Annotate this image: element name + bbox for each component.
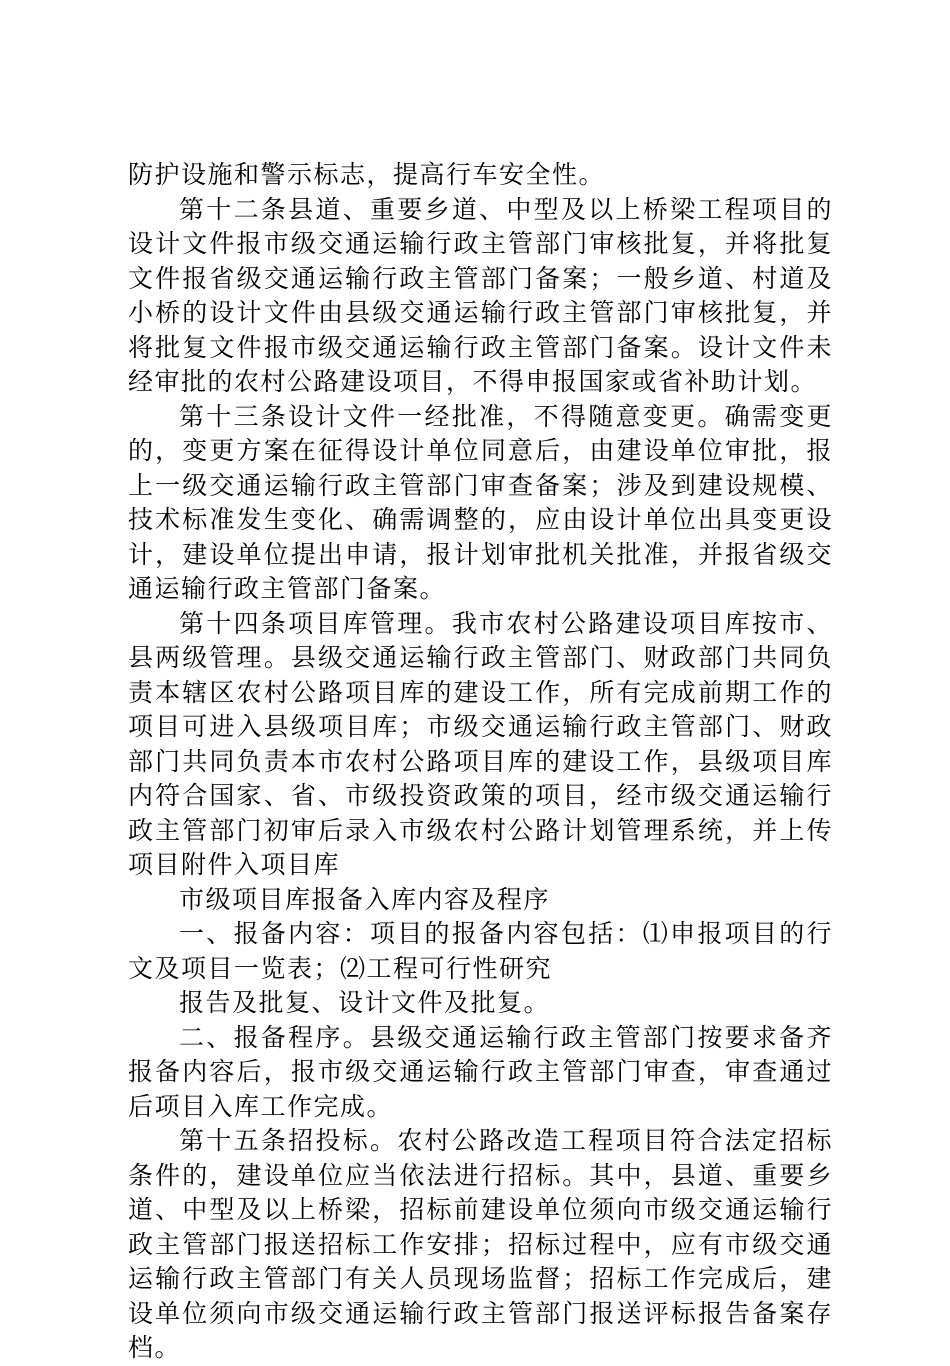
paragraph-filing-content-cont: 报告及批复、设计文件及批复。 xyxy=(179,988,551,1017)
paragraph-filing-content: 一、报备内容：项目的报备内容包括：⑴申报项目的行文及项目一览表；⑵工程可行性研究 xyxy=(128,919,833,983)
paragraph-article-12: 第十二条县道、重要乡道、中型及以上桥梁工程项目的设计文件报市级交通运输行政主管部门审核批复，并将批复文件报省级交通运输行政主管部门备案；一般乡道、村道及小桥的设计文件由县级交通运输行政主管部门审核批复，并将批复文件报市级交通运输行政主管部门备案。设计文件未经审批的农村公路建设项目，不得申报国家或省补助计划。 xyxy=(128,194,833,396)
document-body xyxy=(128,158,833,1366)
paragraph-filing-heading: 市级项目库报备入库内容及程序 xyxy=(179,884,551,914)
paragraph-article-15: 第十五条招投标。农村公路改造工程项目符合法定招标条件的，建设单位应当依法进行招标。其中，县道、重要乡道、中型及以上桥梁，招标前建设单位须向市级交通运输行政主管部门报送招标工作安排；招标过程中，应有市级交通运输行政主管部门有关人员现场监督；招标工作完成后，建设单位须向市级交通运输行政主管部门报送评标报告备案存档。 xyxy=(128,1126,833,1362)
paragraph-article-14: 第十四条项目库管理。我市农村公路建设项目库按市、县两级管理。县级交通运输行政主管部门、财政部门共同负责本辖区农村公路项目库的建设工作，所有完成前期工作的项目可进入县级项目库；市级交通运输行政主管部门、财政部门共同负责本市农村公路项目库的建设工作，县级项目库内符合国家、省、市级投资政策的项目，经市级交通运输行政主管部门初审后录入市级农村公路计划管理系统，并上传项目附件入项目库 xyxy=(128,608,833,879)
paragraph-article-13: 第十三条设计文件一经批准，不得随意变更。确需变更的，变更方案在征得设计单位同意后，由建设单位审批，报上一级交通运输行政主管部门审查备案；涉及到建设规模、技术标准发生变化、确需调整的，应由设计单位出具变更设计，建设单位提出申请，报计划审批机关批准，并报省级交通运输行政主管部门备案。 xyxy=(128,401,833,603)
paragraph-filing-procedure: 二、报备程序。县级交通运输行政主管部门按要求备齐报备内容后，报市级交通运输行政主管部门审查，审查通过后项目入库工作完成。 xyxy=(128,1022,833,1121)
paragraph-1: 防护设施和警示标志，提高行车安全性。 xyxy=(128,160,606,189)
